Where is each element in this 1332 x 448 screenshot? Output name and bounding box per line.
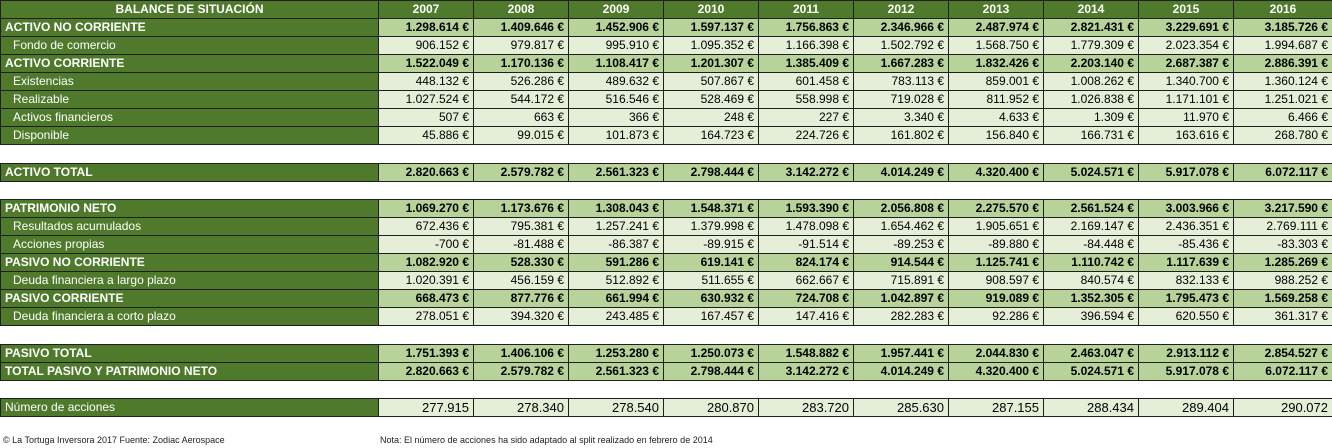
footer <box>0 432 1332 448</box>
value-cell: 2.169.147 € <box>1044 218 1139 236</box>
row-label: Acciones propias <box>1 236 379 254</box>
value-cell: 630.932 € <box>664 290 759 308</box>
value-cell: 4.014.249 € <box>854 163 949 181</box>
value-cell: -89.880 € <box>949 236 1044 254</box>
value-cell: 1.027.524 € <box>379 91 474 109</box>
value-cell: 1.026.838 € <box>1044 91 1139 109</box>
table-row <box>1 344 1332 362</box>
value-cell: 1.548.882 € <box>759 344 854 362</box>
value-cell: 5.024.571 € <box>1044 163 1139 181</box>
value-cell: 2.561.323 € <box>569 362 664 380</box>
value-cell: 3.003.966 € <box>1139 200 1234 218</box>
value-cell: 1.020.391 € <box>379 272 474 290</box>
value-cell: 156.840 € <box>949 127 1044 145</box>
value-cell: 1.082.920 € <box>379 254 474 272</box>
value-cell: 361.317 € <box>1234 308 1332 326</box>
value-cell: 1.994.687 € <box>1234 37 1332 55</box>
value-cell: 289.404 <box>1139 399 1234 417</box>
table-row <box>1 272 1332 290</box>
value-cell: 1.110.742 € <box>1044 254 1139 272</box>
value-cell: 282.283 € <box>854 308 949 326</box>
value-cell: 1.257.241 € <box>569 218 664 236</box>
value-cell: 507.867 € <box>664 73 759 91</box>
value-cell: 5.917.078 € <box>1139 362 1234 380</box>
value-cell: 2.275.570 € <box>949 200 1044 218</box>
value-cell: -89.253 € <box>854 236 949 254</box>
spacer-row <box>1 145 1332 164</box>
value-cell: 1.108.417 € <box>569 55 664 73</box>
table-body <box>1 19 1332 417</box>
value-cell: 558.998 € <box>759 91 854 109</box>
row-label: Deuda financiera a corto plazo <box>1 308 379 326</box>
value-cell: 6.072.117 € <box>1234 362 1332 380</box>
value-cell: 1.008.262 € <box>1044 73 1139 91</box>
value-cell: 147.416 € <box>759 308 854 326</box>
value-cell: 1.201.307 € <box>664 55 759 73</box>
year-header: 2013 <box>949 1 1044 19</box>
value-cell: 1.285.269 € <box>1234 254 1332 272</box>
row-label: Activos financieros <box>1 109 379 127</box>
value-cell: 2.561.323 € <box>569 163 664 181</box>
value-cell: 2.561.524 € <box>1044 200 1139 218</box>
value-cell: 366 € <box>569 109 664 127</box>
value-cell: 1.171.101 € <box>1139 91 1234 109</box>
value-cell: 526.286 € <box>474 73 569 91</box>
value-cell: 528.469 € <box>664 91 759 109</box>
table-title: BALANCE DE SITUACIÓN <box>1 1 379 19</box>
value-cell: 1.593.390 € <box>759 200 854 218</box>
value-cell: 908.597 € <box>949 272 1044 290</box>
row-label: PATRIMONIO NETO <box>1 200 379 218</box>
table-row <box>1 55 1332 73</box>
value-cell: 668.473 € <box>379 290 474 308</box>
value-cell: 2.798.444 € <box>664 163 759 181</box>
value-cell: 1.352.305 € <box>1044 290 1139 308</box>
table-row <box>1 362 1332 380</box>
value-cell: -84.448 € <box>1044 236 1139 254</box>
value-cell: 906.152 € <box>379 37 474 55</box>
value-cell: 715.891 € <box>854 272 949 290</box>
row-label: ACTIVO NO CORRIENTE <box>1 19 379 37</box>
row-label: TOTAL PASIVO Y PATRIMONIO NETO <box>1 362 379 380</box>
value-cell: 277.915 <box>379 399 474 417</box>
row-label: Deuda financiera a largo plazo <box>1 272 379 290</box>
value-cell: 4.320.400 € <box>949 163 1044 181</box>
value-cell: 278.051 € <box>379 308 474 326</box>
value-cell: 544.172 € <box>474 91 569 109</box>
value-cell: 92.286 € <box>949 308 1044 326</box>
value-cell: 4.014.249 € <box>854 362 949 380</box>
value-cell: 283.720 <box>759 399 854 417</box>
spacer-cell <box>1 181 1332 200</box>
value-cell: 166.731 € <box>1044 127 1139 145</box>
year-header: 2012 <box>854 1 949 19</box>
value-cell: 601.458 € <box>759 73 854 91</box>
value-cell: 224.726 € <box>759 127 854 145</box>
value-cell: 448.132 € <box>379 73 474 91</box>
row-label: PASIVO TOTAL <box>1 344 379 362</box>
value-cell: 1.452.906 € <box>569 19 664 37</box>
value-cell: 290.072 <box>1234 399 1332 417</box>
value-cell: 1.597.137 € <box>664 19 759 37</box>
value-cell: 1.379.998 € <box>664 218 759 236</box>
value-cell: 1.166.398 € <box>759 37 854 55</box>
value-cell: 1.667.283 € <box>854 55 949 73</box>
value-cell: 1.568.750 € <box>949 37 1044 55</box>
year-header: 2009 <box>569 1 664 19</box>
value-cell: 979.817 € <box>474 37 569 55</box>
value-cell: 511.655 € <box>664 272 759 290</box>
value-cell: 3.340 € <box>854 109 949 127</box>
spacer-cell <box>1 380 1332 399</box>
value-cell: 2.769.111 € <box>1234 218 1332 236</box>
value-cell: 719.028 € <box>854 91 949 109</box>
value-cell: 1.756.863 € <box>759 19 854 37</box>
value-cell: 1.253.280 € <box>569 344 664 362</box>
value-cell: 167.457 € <box>664 308 759 326</box>
value-cell: 1.309 € <box>1044 109 1139 127</box>
table-row <box>1 236 1332 254</box>
value-cell: 1.795.473 € <box>1139 290 1234 308</box>
value-cell: 1.654.462 € <box>854 218 949 236</box>
value-cell: 591.286 € <box>569 254 664 272</box>
table-row <box>1 37 1332 55</box>
value-cell: 662.667 € <box>759 272 854 290</box>
value-cell: 101.873 € <box>569 127 664 145</box>
value-cell: 1.125.741 € <box>949 254 1044 272</box>
value-cell: -91.514 € <box>759 236 854 254</box>
value-cell: 528.330 € <box>474 254 569 272</box>
value-cell: 1.409.646 € <box>474 19 569 37</box>
value-cell: 394.320 € <box>474 308 569 326</box>
spacer-cell <box>1 145 1332 164</box>
spacer-row <box>1 326 1332 345</box>
value-cell: 248 € <box>664 109 759 127</box>
value-cell: 3.185.726 € <box>1234 19 1332 37</box>
value-cell: 285.630 <box>854 399 949 417</box>
row-label: Realizable <box>1 91 379 109</box>
value-cell: 2.044.830 € <box>949 344 1044 362</box>
value-cell: 1.478.098 € <box>759 218 854 236</box>
value-cell: 278.340 <box>474 399 569 417</box>
year-header: 2007 <box>379 1 474 19</box>
value-cell: 396.594 € <box>1044 308 1139 326</box>
value-cell: 2.056.808 € <box>854 200 949 218</box>
value-cell: 1.905.651 € <box>949 218 1044 236</box>
value-cell: 164.723 € <box>664 127 759 145</box>
value-cell: 1.117.639 € <box>1139 254 1234 272</box>
value-cell: 1.360.124 € <box>1234 73 1332 91</box>
value-cell: 619.141 € <box>664 254 759 272</box>
table-row <box>1 254 1332 272</box>
value-cell: 1.548.371 € <box>664 200 759 218</box>
spacer-cell <box>1 326 1332 345</box>
table-row <box>1 109 1332 127</box>
row-label: ACTIVO CORRIENTE <box>1 55 379 73</box>
row-label: Resultados acumulados <box>1 218 379 236</box>
value-cell: 2.487.974 € <box>949 19 1044 37</box>
value-cell: 5.024.571 € <box>1044 362 1139 380</box>
value-cell: -89.915 € <box>664 236 759 254</box>
value-cell: 3.229.691 € <box>1139 19 1234 37</box>
value-cell: 99.015 € <box>474 127 569 145</box>
value-cell: 832.133 € <box>1139 272 1234 290</box>
value-cell: 988.252 € <box>1234 272 1332 290</box>
value-cell: 783.113 € <box>854 73 949 91</box>
value-cell: 1.751.393 € <box>379 344 474 362</box>
value-cell: 11.970 € <box>1139 109 1234 127</box>
value-cell: 280.870 <box>664 399 759 417</box>
spacer-row <box>1 380 1332 399</box>
value-cell: 2.798.444 € <box>664 362 759 380</box>
value-cell: 663 € <box>474 109 569 127</box>
value-cell: 5.917.078 € <box>1139 163 1234 181</box>
value-cell: 6.466 € <box>1234 109 1332 127</box>
value-cell: 2.579.782 € <box>474 362 569 380</box>
table-row <box>1 399 1332 417</box>
value-cell: 1.340.700 € <box>1139 73 1234 91</box>
value-cell: 2.687.387 € <box>1139 55 1234 73</box>
value-cell: 161.802 € <box>854 127 949 145</box>
value-cell: 914.544 € <box>854 254 949 272</box>
value-cell: 620.550 € <box>1139 308 1234 326</box>
value-cell: 1.042.897 € <box>854 290 949 308</box>
spacer-row <box>1 181 1332 200</box>
value-cell: 672.436 € <box>379 218 474 236</box>
value-cell: 287.155 <box>949 399 1044 417</box>
value-cell: 859.001 € <box>949 73 1044 91</box>
value-cell: 243.485 € <box>569 308 664 326</box>
table-row <box>1 127 1332 145</box>
value-cell: 516.546 € <box>569 91 664 109</box>
row-label: Existencias <box>1 73 379 91</box>
table-row <box>1 73 1332 91</box>
value-cell: 1.957.441 € <box>854 344 949 362</box>
value-cell: 456.159 € <box>474 272 569 290</box>
year-header: 2010 <box>664 1 759 19</box>
value-cell: 163.616 € <box>1139 127 1234 145</box>
value-cell: 227 € <box>759 109 854 127</box>
table-row <box>1 218 1332 236</box>
value-cell: -700 € <box>379 236 474 254</box>
header-row <box>1 1 1332 19</box>
table-row <box>1 290 1332 308</box>
value-cell: 919.089 € <box>949 290 1044 308</box>
row-label: Fondo de comercio <box>1 37 379 55</box>
value-cell: 795.381 € <box>474 218 569 236</box>
value-cell: 661.994 € <box>569 290 664 308</box>
value-cell: 507 € <box>379 109 474 127</box>
value-cell: 2.821.431 € <box>1044 19 1139 37</box>
value-cell: 877.776 € <box>474 290 569 308</box>
value-cell: 2.023.354 € <box>1139 37 1234 55</box>
table-row <box>1 163 1332 181</box>
row-label: ACTIVO TOTAL <box>1 163 379 181</box>
value-cell: 288.434 <box>1044 399 1139 417</box>
value-cell: 1.250.073 € <box>664 344 759 362</box>
value-cell: 45.886 € <box>379 127 474 145</box>
value-cell: 1.385.409 € <box>759 55 854 73</box>
value-cell: -86.387 € <box>569 236 664 254</box>
year-header: 2014 <box>1044 1 1139 19</box>
table-row <box>1 19 1332 37</box>
value-cell: 3.142.272 € <box>759 163 854 181</box>
footer-credit: © La Tortuga Inversora 2017 Fuente: Zodiac Aerospace <box>3 435 225 445</box>
value-cell: 2.346.966 € <box>854 19 949 37</box>
value-cell: 724.708 € <box>759 290 854 308</box>
value-cell: 2.820.663 € <box>379 163 474 181</box>
value-cell: 1.569.258 € <box>1234 290 1332 308</box>
year-header: 2011 <box>759 1 854 19</box>
year-header: 2008 <box>474 1 569 19</box>
value-cell: 489.632 € <box>569 73 664 91</box>
value-cell: 824.174 € <box>759 254 854 272</box>
value-cell: 2.913.112 € <box>1139 344 1234 362</box>
value-cell: 4.320.400 € <box>949 362 1044 380</box>
value-cell: 1.173.676 € <box>474 200 569 218</box>
value-cell: 1.832.426 € <box>949 55 1044 73</box>
value-cell: 1.251.021 € <box>1234 91 1332 109</box>
value-cell: 1.406.106 € <box>474 344 569 362</box>
value-cell: -83.303 € <box>1234 236 1332 254</box>
value-cell: 268.780 € <box>1234 127 1332 145</box>
value-cell: 2.854.527 € <box>1234 344 1332 362</box>
value-cell: 811.952 € <box>949 91 1044 109</box>
value-cell: 1.502.792 € <box>854 37 949 55</box>
value-cell: 2.463.047 € <box>1044 344 1139 362</box>
row-label: Número de acciones <box>1 399 379 417</box>
value-cell: 4.633 € <box>949 109 1044 127</box>
value-cell: 2.579.782 € <box>474 163 569 181</box>
value-cell: 1.069.270 € <box>379 200 474 218</box>
value-cell: -81.488 € <box>474 236 569 254</box>
value-cell: 3.217.590 € <box>1234 200 1332 218</box>
table-row <box>1 91 1332 109</box>
value-cell: 2.436.351 € <box>1139 218 1234 236</box>
table-row <box>1 308 1332 326</box>
row-label: PASIVO NO CORRIENTE <box>1 254 379 272</box>
value-cell: 1.095.352 € <box>664 37 759 55</box>
table-row <box>1 200 1332 218</box>
value-cell: 278.540 <box>569 399 664 417</box>
value-cell: 512.892 € <box>569 272 664 290</box>
value-cell: 840.574 € <box>1044 272 1139 290</box>
row-label: PASIVO CORRIENTE <box>1 290 379 308</box>
value-cell: 1.522.049 € <box>379 55 474 73</box>
value-cell: 2.886.391 € <box>1234 55 1332 73</box>
year-header: 2015 <box>1139 1 1234 19</box>
value-cell: 2.820.663 € <box>379 362 474 380</box>
row-label: Disponible <box>1 127 379 145</box>
value-cell: 1.308.043 € <box>569 200 664 218</box>
value-cell: 1.298.614 € <box>379 19 474 37</box>
footer-note: Nota: El número de acciones ha sido adaptado al split realizado en febrero de 2014 <box>380 435 713 445</box>
value-cell: 2.203.140 € <box>1044 55 1139 73</box>
value-cell: 1.779.309 € <box>1044 37 1139 55</box>
year-header: 2016 <box>1234 1 1332 19</box>
value-cell: 995.910 € <box>569 37 664 55</box>
value-cell: 3.142.272 € <box>759 362 854 380</box>
value-cell: -85.436 € <box>1139 236 1234 254</box>
value-cell: 1.170.136 € <box>474 55 569 73</box>
value-cell: 6.072.117 € <box>1234 163 1332 181</box>
